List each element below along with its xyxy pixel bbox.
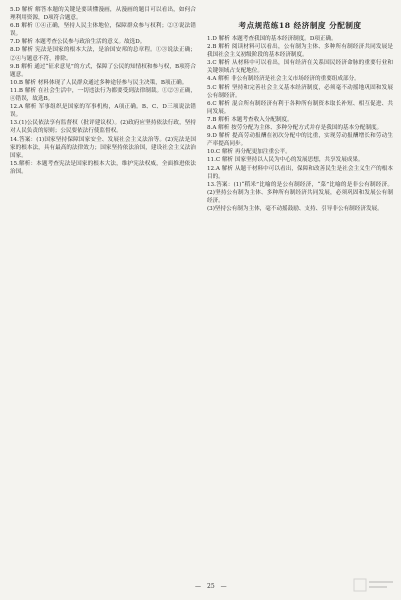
answer-paragraph: 12.A 解析 从题干材料中可以看出，保障和改善民生是社会主义生产的根本目的。	[207, 165, 393, 180]
answer-paragraph: 6.B 解析 ①④正确，坚持人民主体地位，保障群众参与权利；②③说法错误。	[10, 23, 196, 38]
dash-right-icon: —	[220, 583, 227, 590]
watermark-logo-icon	[353, 576, 395, 594]
watermark-graphic	[353, 576, 395, 594]
right-column	[207, 6, 393, 213]
page-number	[192, 583, 230, 590]
answer-paragraph: 10.B 解析 材料体现了人民群众通过多种途径参与民主决策，B项正确。	[10, 79, 188, 86]
answer-paragraph: 11.C 解析 国家坚持以人民为中心的发展思想，共享发展成果。	[207, 157, 364, 164]
left-column	[10, 6, 196, 176]
answer-paragraph: 9.D 解析 提高劳动报酬在初次分配中的比重，实现劳动报酬增长和劳动生产率提高同步。	[207, 133, 393, 148]
answer-paragraph: 13.(1)公民依法享有监督权（批评建议权）。(2)政府应坚持依法行政，坚持对人民负责的原则；公民要依法行使监督权。	[10, 120, 196, 135]
answer-paragraph: 3.C 解析 从材料中可以看出，国有经济在关系国民经济命脉的重要行业和关键领域占支配地位。	[207, 60, 393, 75]
answer-paragraph: 2.B 解析 阅读材料可以看出，公有制为主体、多种所有制经济共同发展是我国社会主义初级阶段的基本经济制度。	[207, 44, 393, 59]
answer-paragraph: 9.B 解析 通过“征求意见”的方式，保障了公民的知情权和参与权，B项符合题意。	[10, 63, 196, 78]
answer-paragraph: 10.C 解析 再分配更加注重公平。	[207, 149, 291, 156]
answer-paragraph: 13.答案：(1)“稻米”比喻的是公有制经济，“菜”比喻的是非公有制经济。(2)坚持公有制为主体、多种所有制经济共同发展，必须巩固和发展公有制经济。	[207, 181, 393, 204]
answer-paragraph: 1.D 解析 本题考查我国的基本经济制度。D项正确。	[207, 36, 337, 42]
answer-paragraph: 8.D 解析 宪法是国家的根本大法，是治国安邦的总章程。①③说法正确；②④与题意不符，排除。	[10, 47, 196, 62]
answer-paragraph: 14.答案：(1)国家坚持保障国家安全、发展社会主义法治等。(2)宪法是国家的根本法，具有最高的法律效力；国家坚持依法治国，建设社会主义法治国家。	[10, 136, 196, 159]
answer-paragraph: 8.A 解析 按劳分配为主体、多种分配方式并存是我国的基本分配制度。	[207, 125, 383, 132]
dash-left-icon: —	[195, 583, 201, 590]
answer-paragraph: 4.A 解析 非公有制经济是社会主义市场经济的重要组成部分。	[207, 76, 360, 83]
answer-paragraph: 5.D 解析 解答本题的关键是要读懂漫画，从漫画的题目可以看出，如何合理利用资源，D项符合题意。	[10, 7, 196, 22]
answer-paragraph: 12.A 解析 军事组织是国家的军事机构，A项正确。B、C、D三项说法错误。	[10, 104, 196, 119]
answer-paragraph: 11.B 解析 在社会生活中，一切违法行为都要受到法律制裁。①②③正确，④错误，故选B。	[10, 87, 196, 103]
answer-paragraph: 6.C 解析 混合所有制经济有利于各种所有制资本取长补短、相互促进、共同发展。	[207, 100, 393, 115]
section-title: 考点规范练18 经济制度 分配制度	[238, 21, 362, 30]
answer-paragraph: 7.D 解析 本题考查公民参与政治生活的意义。故选D。	[10, 39, 146, 46]
answer-paragraph: (3)坚持公有制为主体，毫不动摇鼓励、支持、引导非公有制经济发展。	[207, 205, 383, 212]
page-number-text: 25	[207, 583, 215, 590]
answer-paragraph: 7.B 解析 本题考查收入分配制度。	[207, 116, 293, 123]
answer-paragraph: 5.C 解析 坚持和完善社会主义基本经济制度，必须毫不动摇地巩固和发展公有制经济。	[207, 84, 393, 99]
answer-paragraph: 15.解析：本题考查宪法是国家的根本大法，维护宪法权威，全面推进依法治国。	[10, 160, 196, 175]
